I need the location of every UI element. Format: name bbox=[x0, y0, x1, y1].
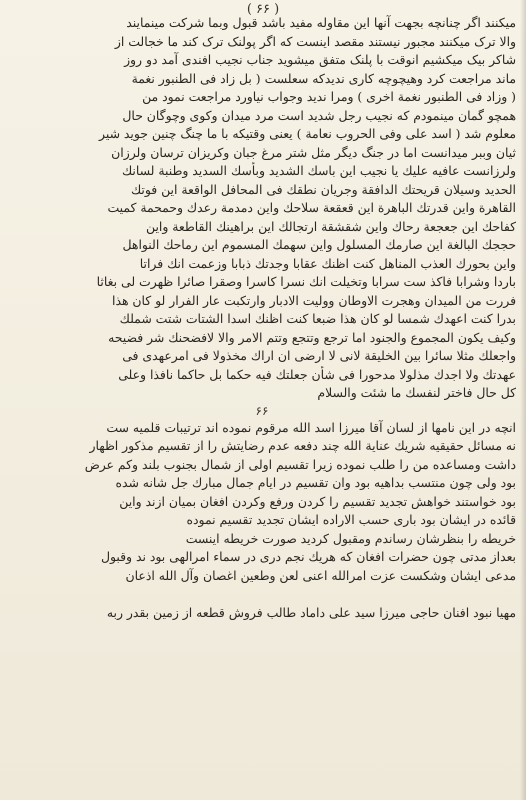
text-line: واین بحورك العذب المناهل کنت اظنك عقابا وجدتك ذبابا وزعمت انك فراتا bbox=[139, 255, 516, 271]
text-line: مدعی ایشان وشکست عزت امرالله اعنی لعن وطعین اغصان وآل الله اذعان bbox=[125, 567, 516, 583]
section-mark: ۶۶ bbox=[255, 403, 269, 418]
text-line: ثیان وببر میدانست اما در جنگ دیگر مثل شتر مرغ جبان وکریزان ترسان ولرزان bbox=[111, 144, 516, 160]
text-line: واجعلك مثلا سائرا بین الخلیقة لانی لا ارضی ان اراك مخذولا فی امرعهدی فی bbox=[122, 348, 516, 363]
text-line: بود خواستند خواهش تجدید تقسیم را کردن ورفع وکردن افغان بمیان ازند واین bbox=[119, 493, 516, 509]
text-line: معلوم شد ( اسد علی وفی الحروب نعامة ) یعنی وقتیکه با ما چنگ چنین جوید شیر bbox=[99, 126, 516, 141]
text-line: باردا وشرابا فاکذ ست سرابا وتخیلت انك نسرا کاسرا وصقرا صائرا ظهرت لی بغاثا bbox=[96, 274, 516, 289]
text-line: قائده در ایشان بود باری حسب الاراده ایشان تجدید تقسیم نموده bbox=[186, 512, 516, 527]
text-line: بود ولی چون منتسب بداهیه بود وان تقسیم در ایام جمال مبارك جل شانه شده bbox=[115, 475, 516, 490]
text-line: مهیا نبود افنان حاجی میرزا سید علی داماد طالب فروش قطعه از زمین بقدر ربه bbox=[106, 604, 516, 620]
text-line: القاهرة واین قدرتك الباهرة این قعقعة سلاحك واین دمدمة رعدك وحمحمة کمیت bbox=[107, 200, 516, 215]
text-line: همچو گمان مینمودم که نجیب رجل شدید است مرد میدان وکوی وچوگان حال bbox=[122, 107, 516, 123]
text-line: الحدید وسیلان قریحتك الدافقة وجریان نطقك فی المحافل الواقعة این فوتك bbox=[130, 181, 516, 197]
text-line: کفاحك این جعجعة رحاك واین شقشقة ارتجالك این براهینك القاطعة واین bbox=[146, 218, 516, 234]
text-line: ولرزانست عافیه علیك یا نجیب این باسك الشدید وبأسك السدید وطنبة لسانك bbox=[121, 163, 516, 178]
text-line: وکیف یکون المجموع والجنود اما ترجع وتتجع وتتم الامر والا لافضحنك شر فضیحه bbox=[108, 329, 516, 345]
text-line: شاکر بیک میکشیم انوقت با پلنک متفق میشوید جناب نجیب افندی آمد دو روز bbox=[124, 52, 516, 67]
text-line: خریطه را بنظرشان رساندم ومقبول کردید صورت خریطه اینست bbox=[185, 530, 516, 546]
text-line: میکنند اگر چنانچه بجهت آنها این مقاوله مفید باشد قبول وبما شرکت مینمایند bbox=[126, 15, 516, 30]
scan-edge-shadow bbox=[520, 0, 526, 800]
text-line: حججك البالغة این صارمك المسلول واین سهمك المسموم این رماحك النواهل bbox=[122, 237, 516, 252]
text-line: ماند مراجعت کرد وهیچوچه کاری ندیدکه سعلست ( بل زاد فی الطنبور نغمة bbox=[131, 70, 516, 86]
text-line: بدرا کنت اعهدك شمسا لو کان هذا ضبعا کنت اظنك اسدا الشتات شتت شملك bbox=[119, 311, 516, 326]
text-line: داشت ومساعده من را طلب نموده زیرا تقسیم اولی از شمال بجنوب بلند وکم عرض bbox=[84, 456, 516, 472]
text-line: انچه در این نامها از لسان آقا میرزا اسد الله مرقوم نموده اند ترتیبات قلمیه ست bbox=[106, 419, 516, 435]
text-line: ( وزاد فی الطنبور نغمة اخری ) ومرا ندید وجواب نیاورد مراجعت نمود من bbox=[142, 89, 516, 104]
text-line: عهدتك ولا اجدك مذلولا مدحورا فی شأن جعلتك فیه حکما بل حاکما نافذا وعلی bbox=[118, 366, 516, 382]
text-line: بعداز مدتی چون حضرات افغان که هریك نجم دری در سماء امرالهی بود ند وقبول bbox=[100, 549, 516, 564]
text-line-blank bbox=[8, 585, 516, 604]
text-line: فررت من المیدان وهجرت الاوطان وولیت الادبار وارتکبت عار الفرار لو کان هذا bbox=[112, 292, 516, 308]
text-block bbox=[8, 14, 516, 622]
text-line: کل حال فاختر لنفسك ما شئت والسلام bbox=[317, 385, 516, 400]
text-line: والا ترک میکنند مجبور نیستند مقصد اینست که اگر پولنک ترک کند ما خجالت از bbox=[114, 33, 516, 49]
page-number: ( ۶۶ ) bbox=[246, 2, 280, 17]
text-line: نه مسائل حقیقیه شریك عنایة الله چند دفعه عدم رضایتش را از تقسیم مذکور اظهار bbox=[89, 438, 516, 453]
